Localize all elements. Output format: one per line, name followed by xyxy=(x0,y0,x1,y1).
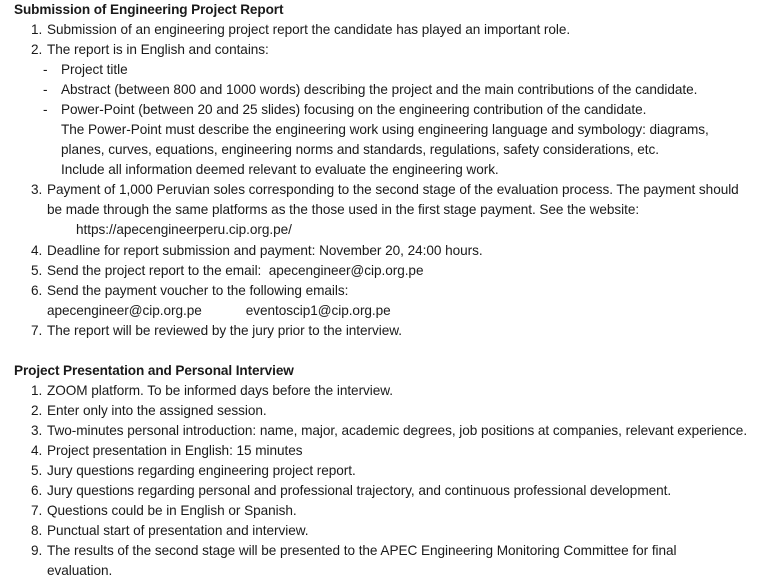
list-marker: 7. xyxy=(31,503,43,519)
list-item xyxy=(0,521,768,541)
list-item-text: The results of the second stage will be presented to the APEC Engineering Monitoring Committee for final xyxy=(47,543,677,559)
list-item-text: Questions could be in English or Spanish. xyxy=(47,503,297,519)
list-item-text: Project presentation in English: 15 minutes xyxy=(47,442,303,458)
sub-list-item-continuation: planes, curves, equations, engineering norms and standards, regulations, safety considerations, etc. xyxy=(61,142,660,158)
sub-list-item-continuation: Include all information deemed relevant to evaluate the engineering work. xyxy=(61,162,499,178)
list-item xyxy=(0,281,768,321)
list-item-text: Jury questions regarding personal and professional trajectory, and continuous professional development. xyxy=(47,482,672,498)
section-presentation xyxy=(0,361,768,581)
list-item-text: Jury questions regarding engineering project report. xyxy=(47,462,356,478)
list-item xyxy=(0,541,768,581)
list-item xyxy=(0,20,768,40)
list-item xyxy=(0,481,768,501)
list-marker: 1. xyxy=(31,382,43,398)
sub-list-item xyxy=(0,80,768,100)
sub-list-item-text: Power-Point (between 20 and 25 slides) focusing on the engineering contribution of the candidate. xyxy=(61,102,647,118)
sub-list-item-text: Abstract (between 800 and 1000 words) describing the project and the main contributions of the candidate. xyxy=(61,82,698,98)
email-row xyxy=(47,301,768,321)
dash-marker: - xyxy=(43,62,48,78)
list-item xyxy=(0,401,768,421)
email-address-secondary[interactable]: eventoscip1@cip.org.pe xyxy=(245,302,391,318)
list-item xyxy=(0,501,768,521)
sub-list-item xyxy=(0,60,768,80)
list-item xyxy=(0,180,768,240)
dash-marker: - xyxy=(43,82,48,98)
list-item-text: Send the project report to the email: apecengineer@cip.org.pe xyxy=(47,262,424,278)
list-marker: 6. xyxy=(31,482,43,498)
email-address-primary[interactable]: apecengineer@cip.org.pe xyxy=(47,302,202,318)
list-item xyxy=(0,421,768,441)
list-item-text: Payment of 1,000 Peruvian soles corresponding to the second stage of the evaluation process. The payment should xyxy=(47,182,739,198)
list-item-text: Deadline for report submission and payment: November 20, 24:00 hours. xyxy=(47,242,483,258)
list-item-text: ZOOM platform. To be informed days before the interview. xyxy=(47,382,394,398)
list-item xyxy=(0,241,768,261)
list-item xyxy=(0,441,768,461)
list-marker: 4. xyxy=(31,242,43,258)
report-contents-sublist xyxy=(0,60,768,180)
list-item-text: The report will be reviewed by the jury prior to the interview. xyxy=(47,322,402,338)
website-url[interactable]: https://apecengineerperu.cip.org.pe/ xyxy=(76,222,292,238)
list-item-continuation: be made through the same platforms as the those used in the first stage payment. See the website: xyxy=(47,202,640,218)
sub-list-item xyxy=(0,100,768,180)
list-marker: 5. xyxy=(31,462,43,478)
sub-list-item-continuation: The Power-Point must describe the engineering work using engineering language and symbology: diagrams, xyxy=(61,122,709,138)
submission-list xyxy=(0,20,768,341)
dash-marker: - xyxy=(43,102,48,118)
list-item-text: Enter only into the assigned session. xyxy=(47,402,267,418)
section-heading-submission: Submission of Engineering Project Report xyxy=(14,2,284,17)
section-heading-presentation: Project Presentation and Personal Interview xyxy=(14,362,294,378)
section-divider-space xyxy=(0,341,768,361)
list-item-text: Send the payment voucher to the following emails: xyxy=(47,282,349,298)
list-marker: 3. xyxy=(31,422,43,438)
list-marker: 2. xyxy=(31,402,43,418)
list-marker: 2. xyxy=(31,42,43,58)
list-item xyxy=(0,461,768,481)
sub-list-item-text: Project title xyxy=(61,62,128,78)
presentation-list xyxy=(0,381,768,581)
list-marker: 5. xyxy=(31,262,43,278)
list-item xyxy=(0,321,768,341)
list-item-text: Two-minutes personal introduction: name, major, academic degrees, job positions at companies, relevant experience. xyxy=(47,422,748,438)
list-item xyxy=(0,40,768,60)
list-item xyxy=(0,381,768,401)
list-marker: 1. xyxy=(31,22,43,37)
list-marker: 4. xyxy=(31,442,43,458)
list-item-continuation: evaluation. xyxy=(47,563,113,579)
list-marker: 7. xyxy=(31,322,43,338)
list-marker: 9. xyxy=(31,543,43,559)
list-marker: 6. xyxy=(31,282,43,298)
list-item-text: The report is in English and contains: xyxy=(47,42,269,58)
list-item-text: Punctual start of presentation and interview. xyxy=(47,523,309,539)
list-marker: 8. xyxy=(31,523,43,539)
list-marker: 3. xyxy=(31,182,43,198)
list-item xyxy=(0,261,768,281)
list-item-text: Submission of an engineering project report the candidate has played an important role. xyxy=(47,22,571,37)
